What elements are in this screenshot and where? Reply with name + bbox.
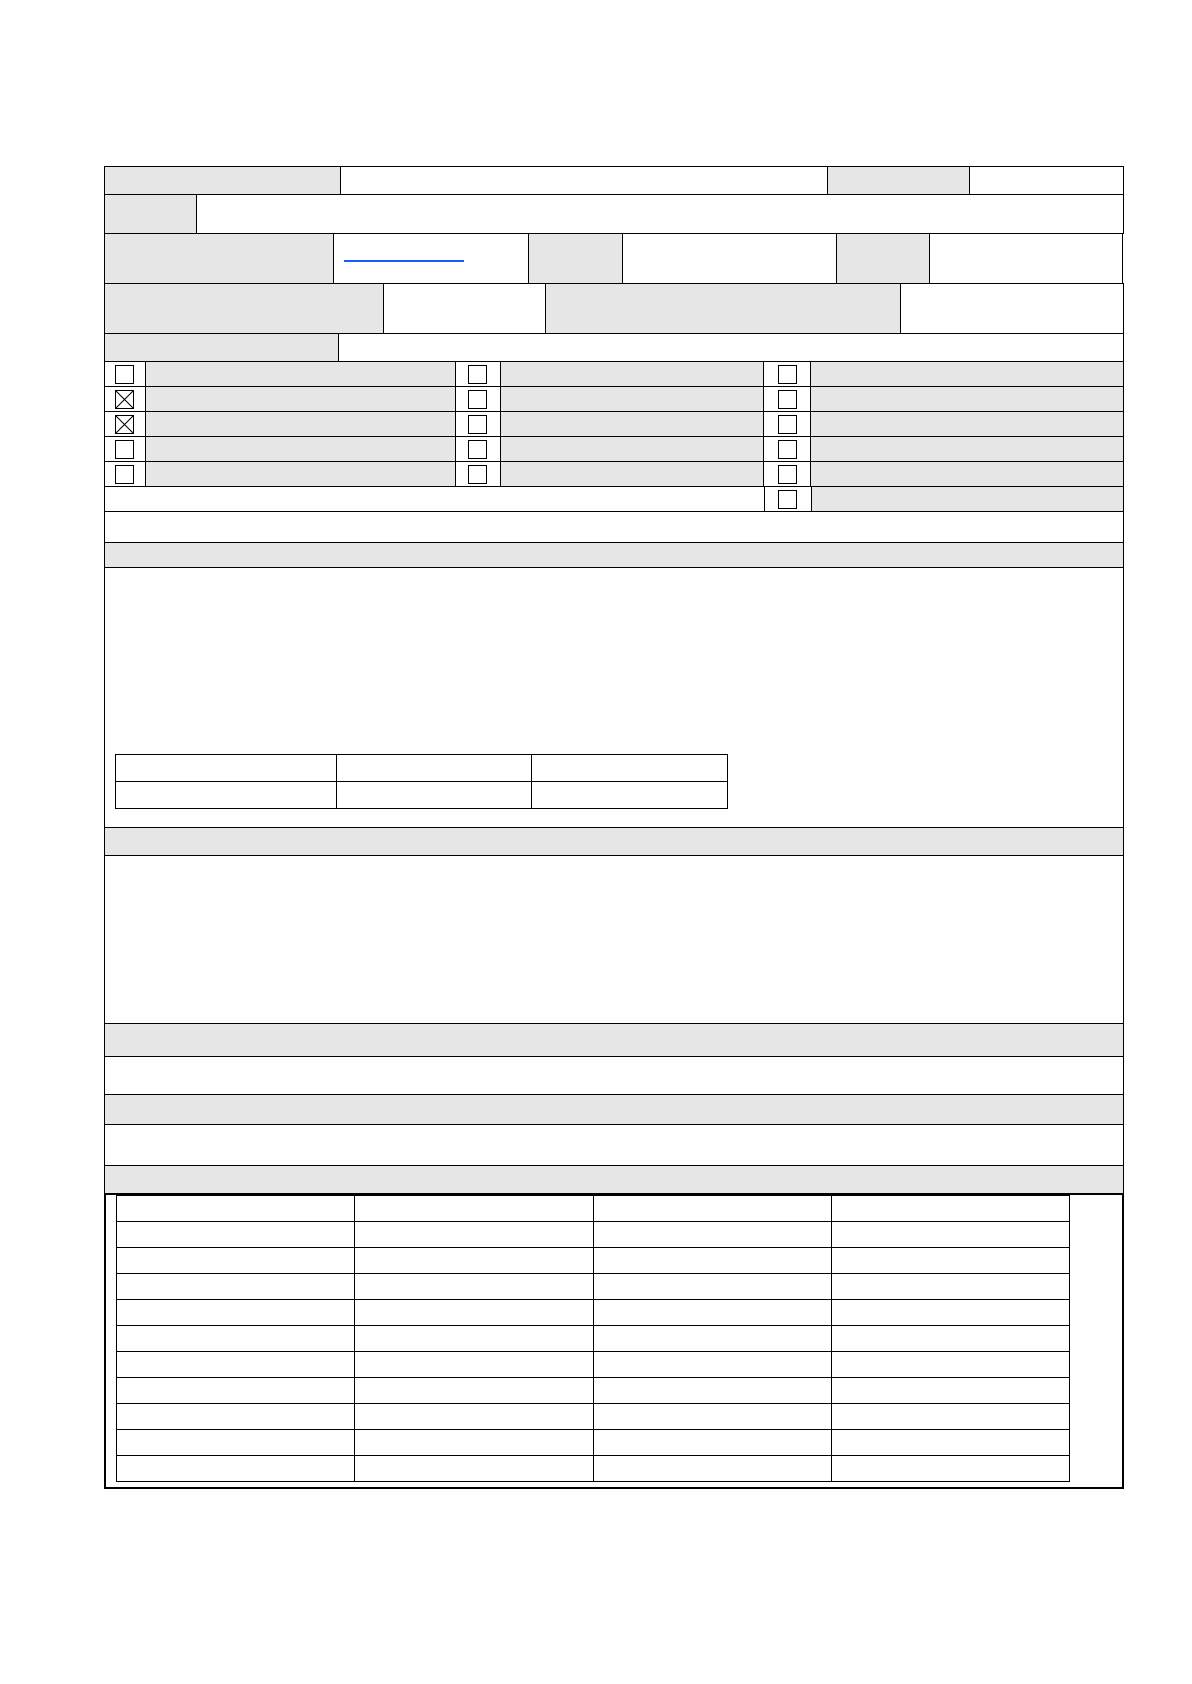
table-cell[interactable] (117, 1274, 355, 1300)
checkbox-label (145, 386, 456, 413)
header-label-1 (104, 166, 341, 195)
table-cell[interactable] (117, 1456, 355, 1482)
checkbox-label (145, 436, 456, 463)
row-2 (104, 195, 1124, 234)
checkbox[interactable] (763, 461, 811, 488)
checkbox-unchecked[interactable] (115, 440, 134, 459)
section-2-title (104, 827, 1124, 856)
checkbox[interactable] (763, 361, 811, 388)
extra-checkbox-row (104, 487, 1124, 512)
table-cell[interactable] (593, 1404, 831, 1430)
checkbox-label (145, 411, 456, 438)
table-cell[interactable] (831, 1326, 1069, 1352)
table-cell[interactable] (117, 1404, 355, 1430)
inner-table (115, 754, 728, 809)
table-cell[interactable] (355, 1222, 593, 1248)
checkbox[interactable] (104, 386, 146, 413)
table-cell[interactable] (117, 1326, 355, 1352)
table-cell[interactable] (117, 1222, 355, 1248)
checkbox-row (104, 387, 1124, 413)
row4-field-2[interactable] (900, 283, 1124, 334)
section-3-title (104, 1023, 1124, 1057)
checkbox-label (500, 411, 765, 438)
table-cell[interactable] (117, 1300, 355, 1326)
row3-label-3 (836, 233, 930, 284)
checkbox-label (145, 361, 456, 388)
blank-row (104, 512, 1124, 543)
table-cell[interactable] (831, 1222, 1069, 1248)
table-cell[interactable] (593, 1222, 831, 1248)
table-cell[interactable] (117, 1196, 355, 1222)
section-2-body[interactable] (104, 855, 1124, 1025)
row3-label (104, 233, 334, 284)
checkbox-unchecked[interactable] (778, 440, 797, 459)
checkbox-row (104, 462, 1124, 488)
row5-label (104, 333, 339, 362)
row-4 (104, 284, 1124, 334)
section-4-header (104, 1095, 1124, 1125)
table-cell[interactable] (355, 1404, 593, 1430)
section-1-title (104, 542, 1124, 568)
row4-field[interactable] (383, 283, 546, 334)
section-3-header (104, 1024, 1124, 1057)
header-label-2 (827, 166, 970, 195)
inner-table-cell[interactable] (336, 755, 532, 782)
inner-table-cell[interactable] (532, 755, 728, 782)
inner-table-cell[interactable] (116, 755, 337, 782)
section-5-title (104, 1165, 1124, 1194)
checkbox[interactable] (455, 386, 501, 413)
row5-field[interactable] (338, 333, 1124, 362)
table-row (117, 1378, 1070, 1404)
blank-field[interactable] (104, 511, 1124, 543)
checkbox-label (145, 461, 456, 488)
table-cell[interactable] (117, 1248, 355, 1274)
table-cell[interactable] (355, 1300, 593, 1326)
section-5-header (104, 1166, 1124, 1194)
empty-cell (104, 486, 765, 512)
row3-label-2 (528, 233, 623, 284)
checkbox-label (500, 436, 765, 463)
table-cell[interactable] (593, 1456, 831, 1482)
table-cell[interactable] (831, 1352, 1069, 1378)
checkbox-checked[interactable] (115, 390, 134, 409)
table-cell[interactable] (831, 1378, 1069, 1404)
section-3-body[interactable] (104, 1056, 1124, 1096)
checkbox[interactable] (763, 411, 811, 438)
checkbox-box[interactable] (778, 490, 797, 509)
checkbox-label (810, 436, 1124, 463)
checkbox[interactable] (763, 436, 811, 463)
table-row (117, 1222, 1070, 1248)
checkbox-row (104, 437, 1124, 463)
row3-field-3[interactable] (929, 233, 1123, 284)
checkbox[interactable] (763, 386, 811, 413)
checkbox-label (810, 411, 1124, 438)
table-cell[interactable] (831, 1274, 1069, 1300)
checkbox-unchecked[interactable] (778, 390, 797, 409)
checkbox-row (104, 412, 1124, 438)
table-cell[interactable] (355, 1352, 593, 1378)
table-cell[interactable] (593, 1248, 831, 1274)
checkbox-label (810, 461, 1124, 488)
checkbox-unchecked[interactable] (468, 415, 487, 434)
checkbox-label (500, 386, 765, 413)
table-cell[interactable] (831, 1248, 1069, 1274)
checkbox[interactable] (455, 436, 501, 463)
table-row (117, 1352, 1070, 1378)
table-cell[interactable] (593, 1430, 831, 1456)
bottom-table (116, 1195, 1070, 1482)
table-row (117, 1326, 1070, 1352)
table-cell[interactable] (355, 1378, 593, 1404)
table-cell[interactable] (117, 1430, 355, 1456)
table-row (117, 1248, 1070, 1274)
row3-link[interactable] (344, 260, 464, 262)
row-3 (104, 234, 1124, 284)
checkbox-unchecked[interactable] (778, 415, 797, 434)
row2-field[interactable] (196, 194, 1124, 234)
checkbox-unchecked[interactable] (115, 465, 134, 484)
table-cell[interactable] (355, 1456, 593, 1482)
table-cell[interactable] (117, 1378, 355, 1404)
table-row (117, 1404, 1070, 1430)
section-4-title (104, 1094, 1124, 1125)
checkbox-unchecked[interactable] (468, 465, 487, 484)
table-cell[interactable] (117, 1352, 355, 1378)
table-cell[interactable] (593, 1300, 831, 1326)
table-cell[interactable] (593, 1326, 831, 1352)
checkbox-unchecked[interactable] (468, 440, 487, 459)
header-row (104, 167, 1124, 195)
table-cell[interactable] (593, 1274, 831, 1300)
table-cell[interactable] (355, 1196, 593, 1222)
table-cell[interactable] (831, 1196, 1069, 1222)
row-5 (104, 334, 1124, 362)
row2-label (104, 194, 197, 234)
checkbox-row (104, 362, 1124, 388)
checkbox[interactable] (104, 411, 146, 438)
table-cell[interactable] (355, 1326, 593, 1352)
table-row (117, 1274, 1070, 1300)
section-1-body[interactable] (104, 567, 1124, 829)
checkbox[interactable] (455, 461, 501, 488)
checkbox-label (500, 361, 765, 388)
row4-label (104, 283, 384, 334)
table-cell[interactable] (831, 1300, 1069, 1326)
checkbox-label (811, 486, 1124, 512)
checkbox[interactable] (104, 461, 146, 488)
table-cell[interactable] (831, 1456, 1069, 1482)
row4-label-2 (545, 283, 902, 334)
table-cell[interactable] (593, 1378, 831, 1404)
checkbox-label (500, 461, 765, 488)
table-row (117, 1300, 1070, 1326)
row3-field-2[interactable] (622, 233, 837, 284)
inner-table-cell[interactable] (116, 782, 337, 809)
table-cell[interactable] (593, 1352, 831, 1378)
table-cell[interactable] (593, 1196, 831, 1222)
inner-table-cell[interactable] (336, 782, 532, 809)
table-row (117, 1430, 1070, 1456)
table-cell[interactable] (355, 1248, 593, 1274)
table-cell[interactable] (831, 1404, 1069, 1430)
checkbox[interactable] (104, 436, 146, 463)
header-field-2[interactable] (969, 166, 1124, 195)
checkbox-unchecked[interactable] (468, 390, 487, 409)
checkbox-unchecked[interactable] (468, 365, 487, 384)
checkbox[interactable] (104, 361, 146, 388)
section-5-body (104, 1193, 1124, 1489)
checkbox-unchecked[interactable] (778, 365, 797, 384)
table-cell[interactable] (355, 1430, 593, 1456)
checkbox-checked[interactable] (115, 415, 134, 434)
section-4-body[interactable] (104, 1124, 1124, 1167)
table-row (117, 1456, 1070, 1482)
checkbox-label (810, 386, 1124, 413)
header-field-1[interactable] (340, 166, 829, 195)
inner-table-cell[interactable] (532, 782, 728, 809)
checkbox-unchecked[interactable] (115, 365, 134, 384)
checkbox[interactable] (764, 486, 812, 512)
section-1-header (104, 543, 1124, 568)
table-cell[interactable] (355, 1274, 593, 1300)
checkbox-unchecked[interactable] (778, 465, 797, 484)
checkbox[interactable] (455, 411, 501, 438)
checkbox-label (810, 361, 1124, 388)
section-2-header (104, 828, 1124, 856)
table-cell[interactable] (831, 1430, 1069, 1456)
table-row (117, 1196, 1070, 1222)
checkbox[interactable] (455, 361, 501, 388)
row3-link-field[interactable] (333, 233, 529, 284)
